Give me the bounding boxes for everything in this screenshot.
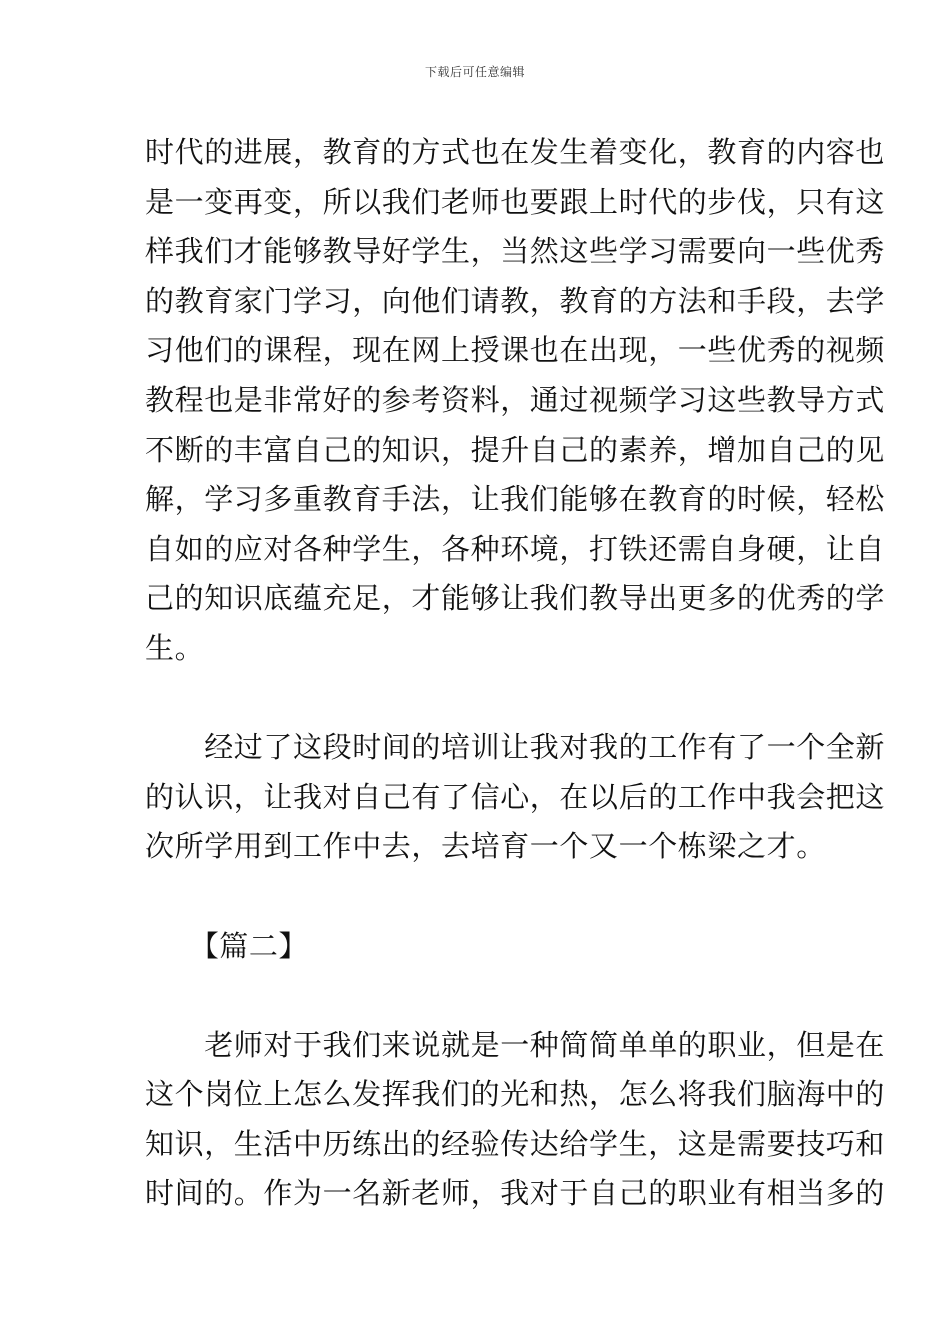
text-line: 教程也是非常好的参考资料，通过视频学习这些教导方式 — [145, 382, 886, 417]
text-line: 老师对于我们来说就是一种简简单单的职业，但是在 — [145, 1027, 886, 1062]
text-line: 时间的。作为一名新老师，我对于自己的职业有相当多的 — [145, 1176, 886, 1211]
text-line: 生。 — [145, 630, 205, 665]
text-line: 知识，生活中历练出的经验传达给学生，这是需要技巧和 — [145, 1126, 886, 1161]
text-line: 时代的进展，教育的方式也在发生着变化，教育的内容也 — [145, 135, 886, 169]
text-line: 样我们才能够教导好学生，当然这些学习需要向一些优秀 — [145, 234, 886, 269]
text-line: 己的知识底蕴充足，才能够让我们教导出更多的优秀的学 — [145, 581, 886, 616]
section-title: 【篇二】 — [145, 928, 309, 963]
text-line: 解，学习多重教育手法，让我们能够在教育的时候，轻松 — [145, 482, 886, 517]
paragraph-spacer — [145, 971, 810, 1021]
text-line: 这个岗位上怎么发挥我们的光和热，怎么将我们脑海中的 — [145, 1077, 886, 1112]
paragraph-spacer — [145, 872, 810, 922]
text-line: 的认识，让我对自己有了信心，在以后的工作中我会把这 — [145, 779, 886, 814]
text-line: 的教育家门学习，向他们请教，教育的方法和手段，去学 — [145, 283, 886, 318]
text-line: 习他们的课程，现在网上授课也在出现，一些优秀的视频 — [145, 333, 886, 368]
text-line: 不断的丰富自己的知识，提升自己的素养，增加自己的见 — [145, 432, 886, 467]
paragraph-spacer — [145, 674, 810, 724]
text-line: 次所学用到工作中去，去培育一个又一个栋梁之才。 — [145, 829, 826, 864]
paragraph-2 — [145, 723, 886, 872]
text-line: 是一变再变，所以我们老师也要跟上时代的步伐，只有这 — [145, 184, 886, 219]
document-body — [145, 128, 886, 1219]
page-header: 下载后可任意编辑 — [424, 65, 525, 79]
text-line: 自如的应对各种学生，各种环境，打铁还需自身硬，让自 — [145, 531, 886, 566]
text-line: 经过了这段时间的培训让我对我的工作有了一个全新 — [145, 730, 886, 765]
paragraph-3 — [145, 1021, 886, 1219]
paragraph-1 — [145, 128, 886, 674]
